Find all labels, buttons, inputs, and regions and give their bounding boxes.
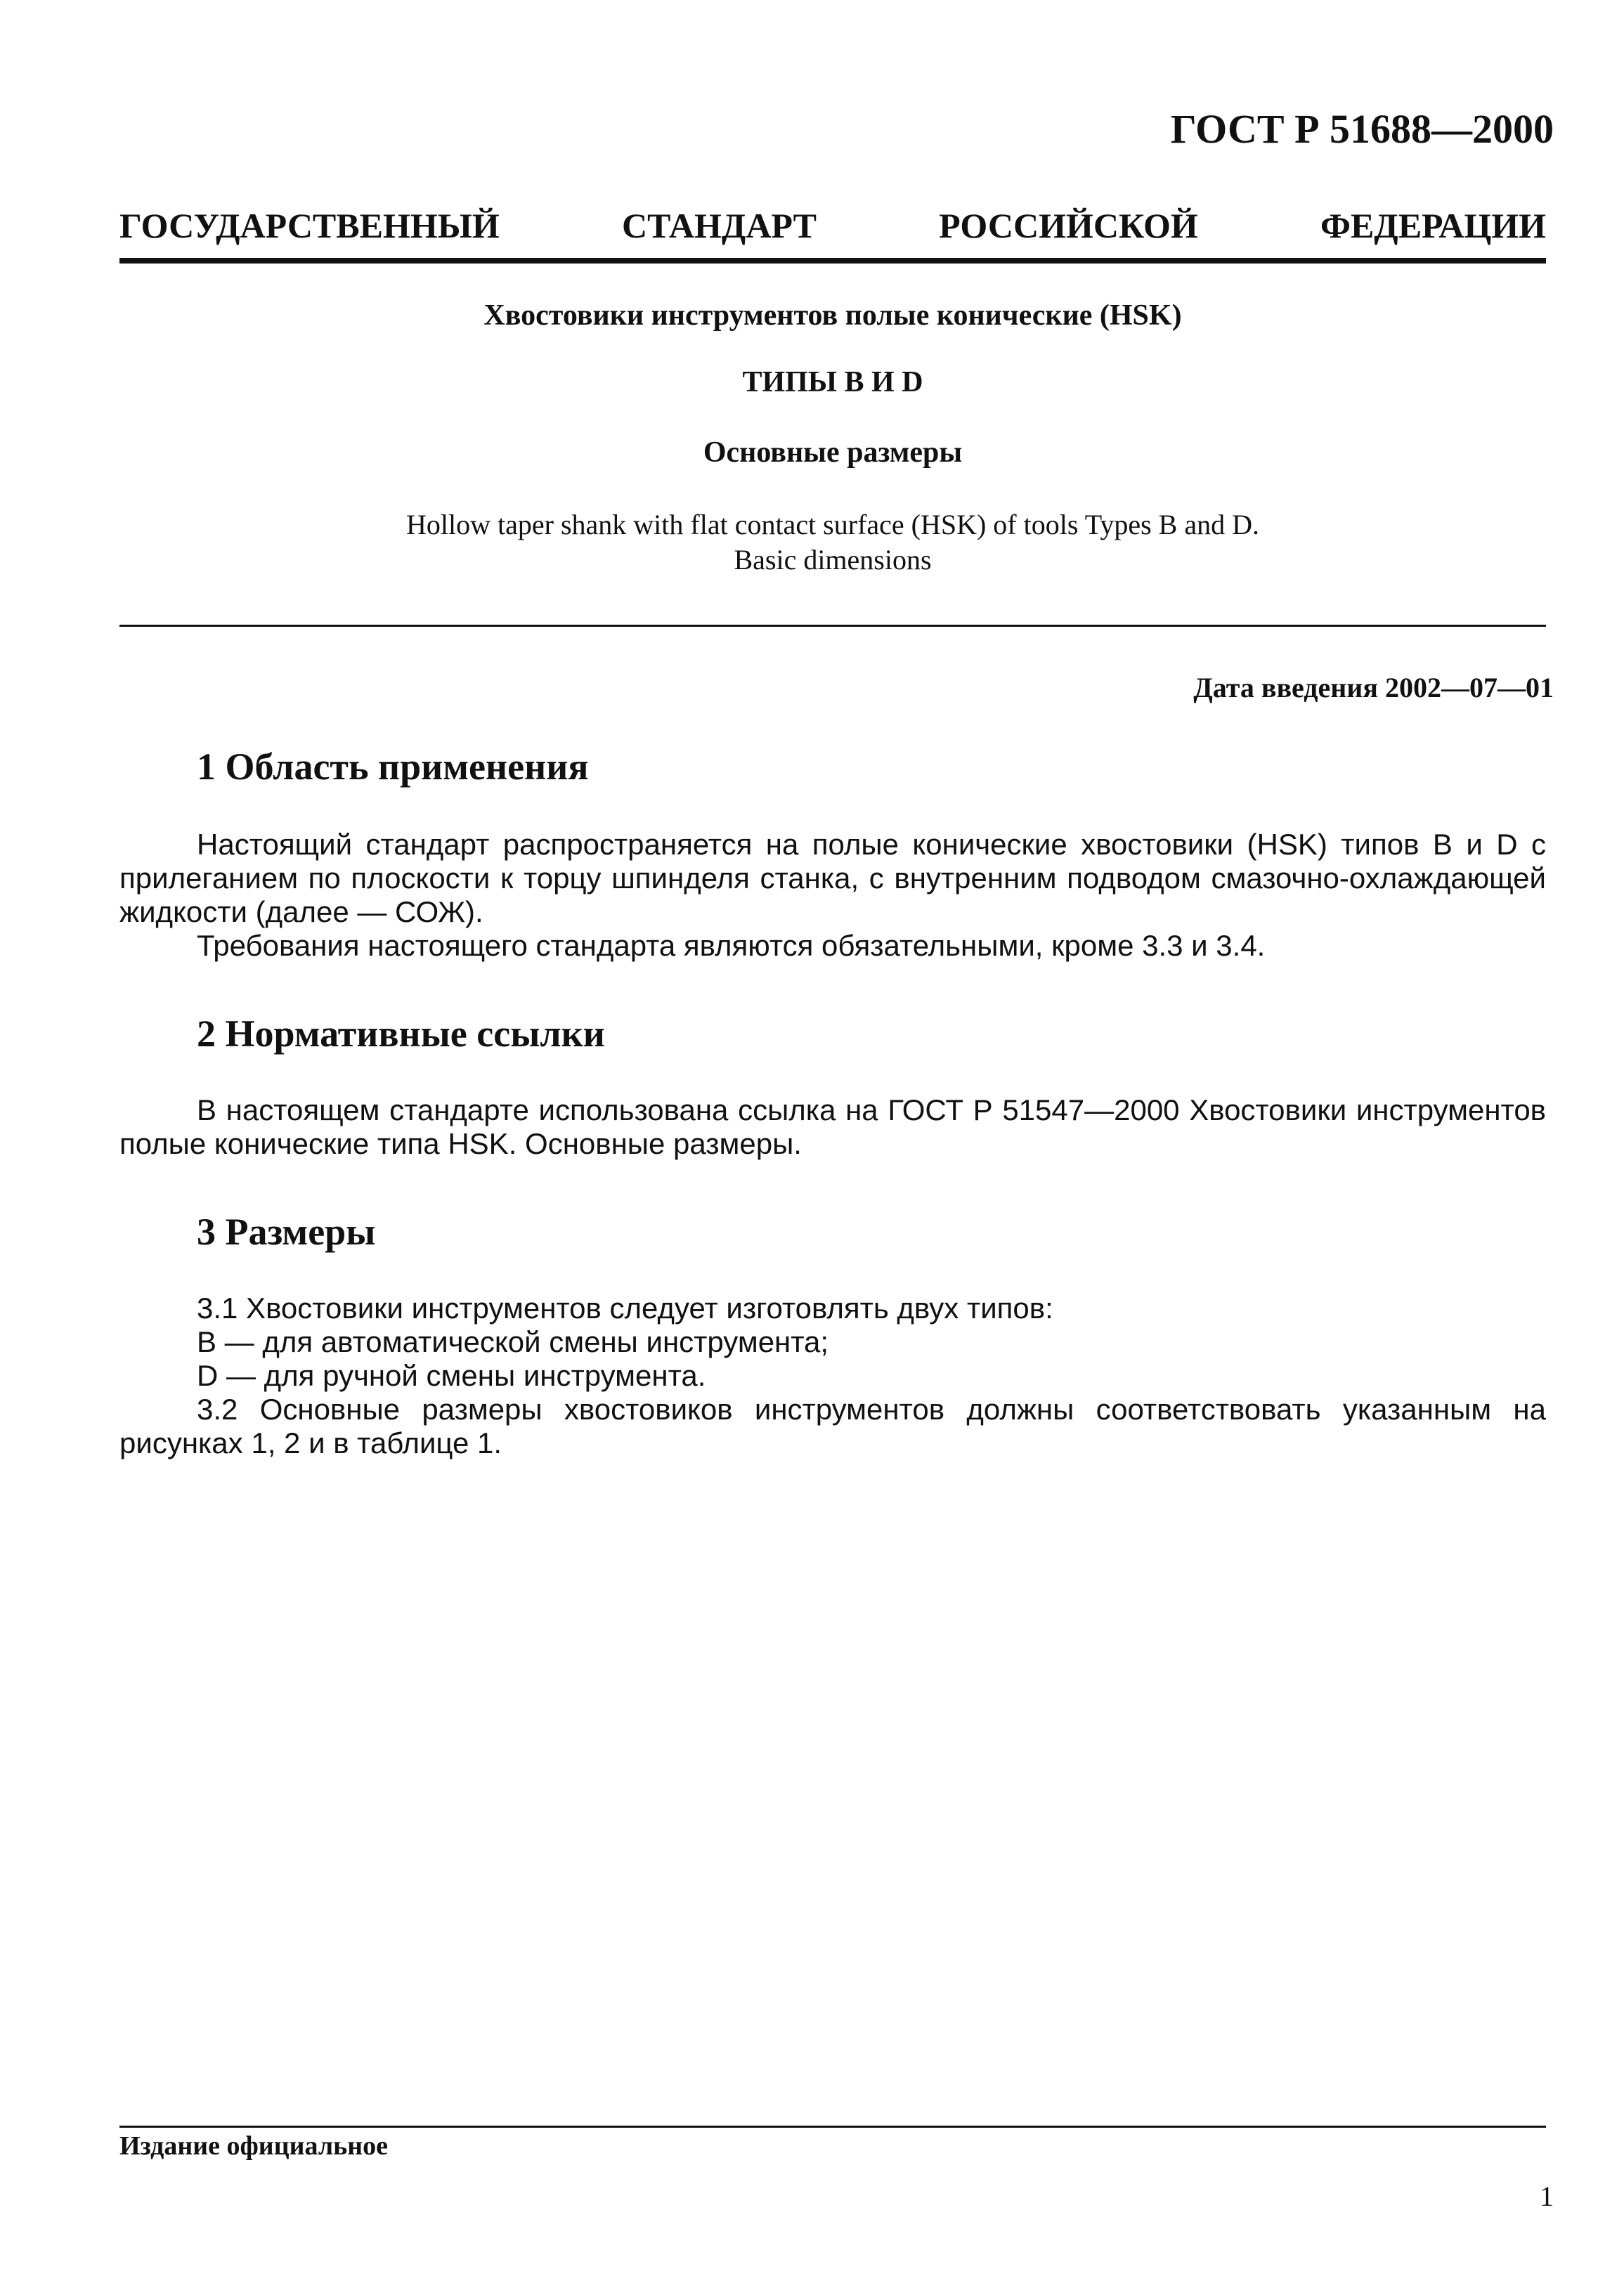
- standard-designation: ГОСТ Р 51688—2000: [1170, 106, 1554, 152]
- paragraph: Настоящий стандарт распространяется на полые конические хвостовики (HSK) типов B и D с прилеганием по плоскости к торцу шпинделя станка, с внутренним подводом смазочно-охлаждающей жидкости (далее — СОЖ).: [119, 828, 1546, 928]
- page-number: 1: [1540, 2180, 1554, 2212]
- document-title: Хвостовики инструментов полые конические (HSK): [483, 299, 1182, 332]
- section-body-normative-references: [119, 1093, 1546, 1161]
- section-body-scope: [119, 828, 1546, 963]
- footer-divider: [119, 2126, 1546, 2128]
- paragraph: В настоящем стандарте использована ссылка на ГОСТ Р 51547—2000 Хвостовики инструментов полые конические типа HSK. Основные размеры.: [119, 1093, 1546, 1160]
- state-standard-title: ГОСУДАРСТВЕННЫЙ СТАНДАРТ РОССИЙСКОЙ ФЕДЕРАЦИИ: [119, 206, 1546, 245]
- section-title-normative-references: 2 Нормативные ссылки: [197, 1013, 605, 1055]
- header-divider: [119, 258, 1546, 264]
- list-item: D — для ручной смены инструмента.: [197, 1359, 706, 1392]
- list-item: B — для автоматической смены инструмента;: [197, 1325, 829, 1358]
- document-subtitle-types: ТИПЫ В И D: [742, 366, 923, 398]
- title-divider: [119, 625, 1546, 627]
- paragraph: Требования настоящего стандарта являются обязательными, кроме 3.3 и 3.4.: [197, 929, 1266, 962]
- english-title: [119, 507, 1546, 578]
- introduction-date: Дата введения 2002—07—01: [1193, 672, 1554, 703]
- paragraph: 3.2 Основные размеры хвостовиков инструментов должны соответствовать указанным на рисунках 1, 2 и в таблице 1.: [119, 1393, 1546, 1459]
- section-body-dimensions: [119, 1292, 1546, 1460]
- english-title-line-1: Hollow taper shank with flat contact surface (HSK) of tools Types B and D.: [406, 509, 1259, 540]
- section-title-dimensions: 3 Размеры: [197, 1211, 376, 1253]
- paragraph: 3.1 Хвостовики инструментов следует изготовлять двух типов:: [197, 1292, 1053, 1325]
- edition-label: Издание официальное: [119, 2131, 389, 2161]
- section-title-scope: 1 Область применения: [197, 746, 589, 788]
- english-title-line-2: Basic dimensions: [734, 544, 932, 575]
- document-subtitle-dimensions: Основные размеры: [703, 436, 963, 469]
